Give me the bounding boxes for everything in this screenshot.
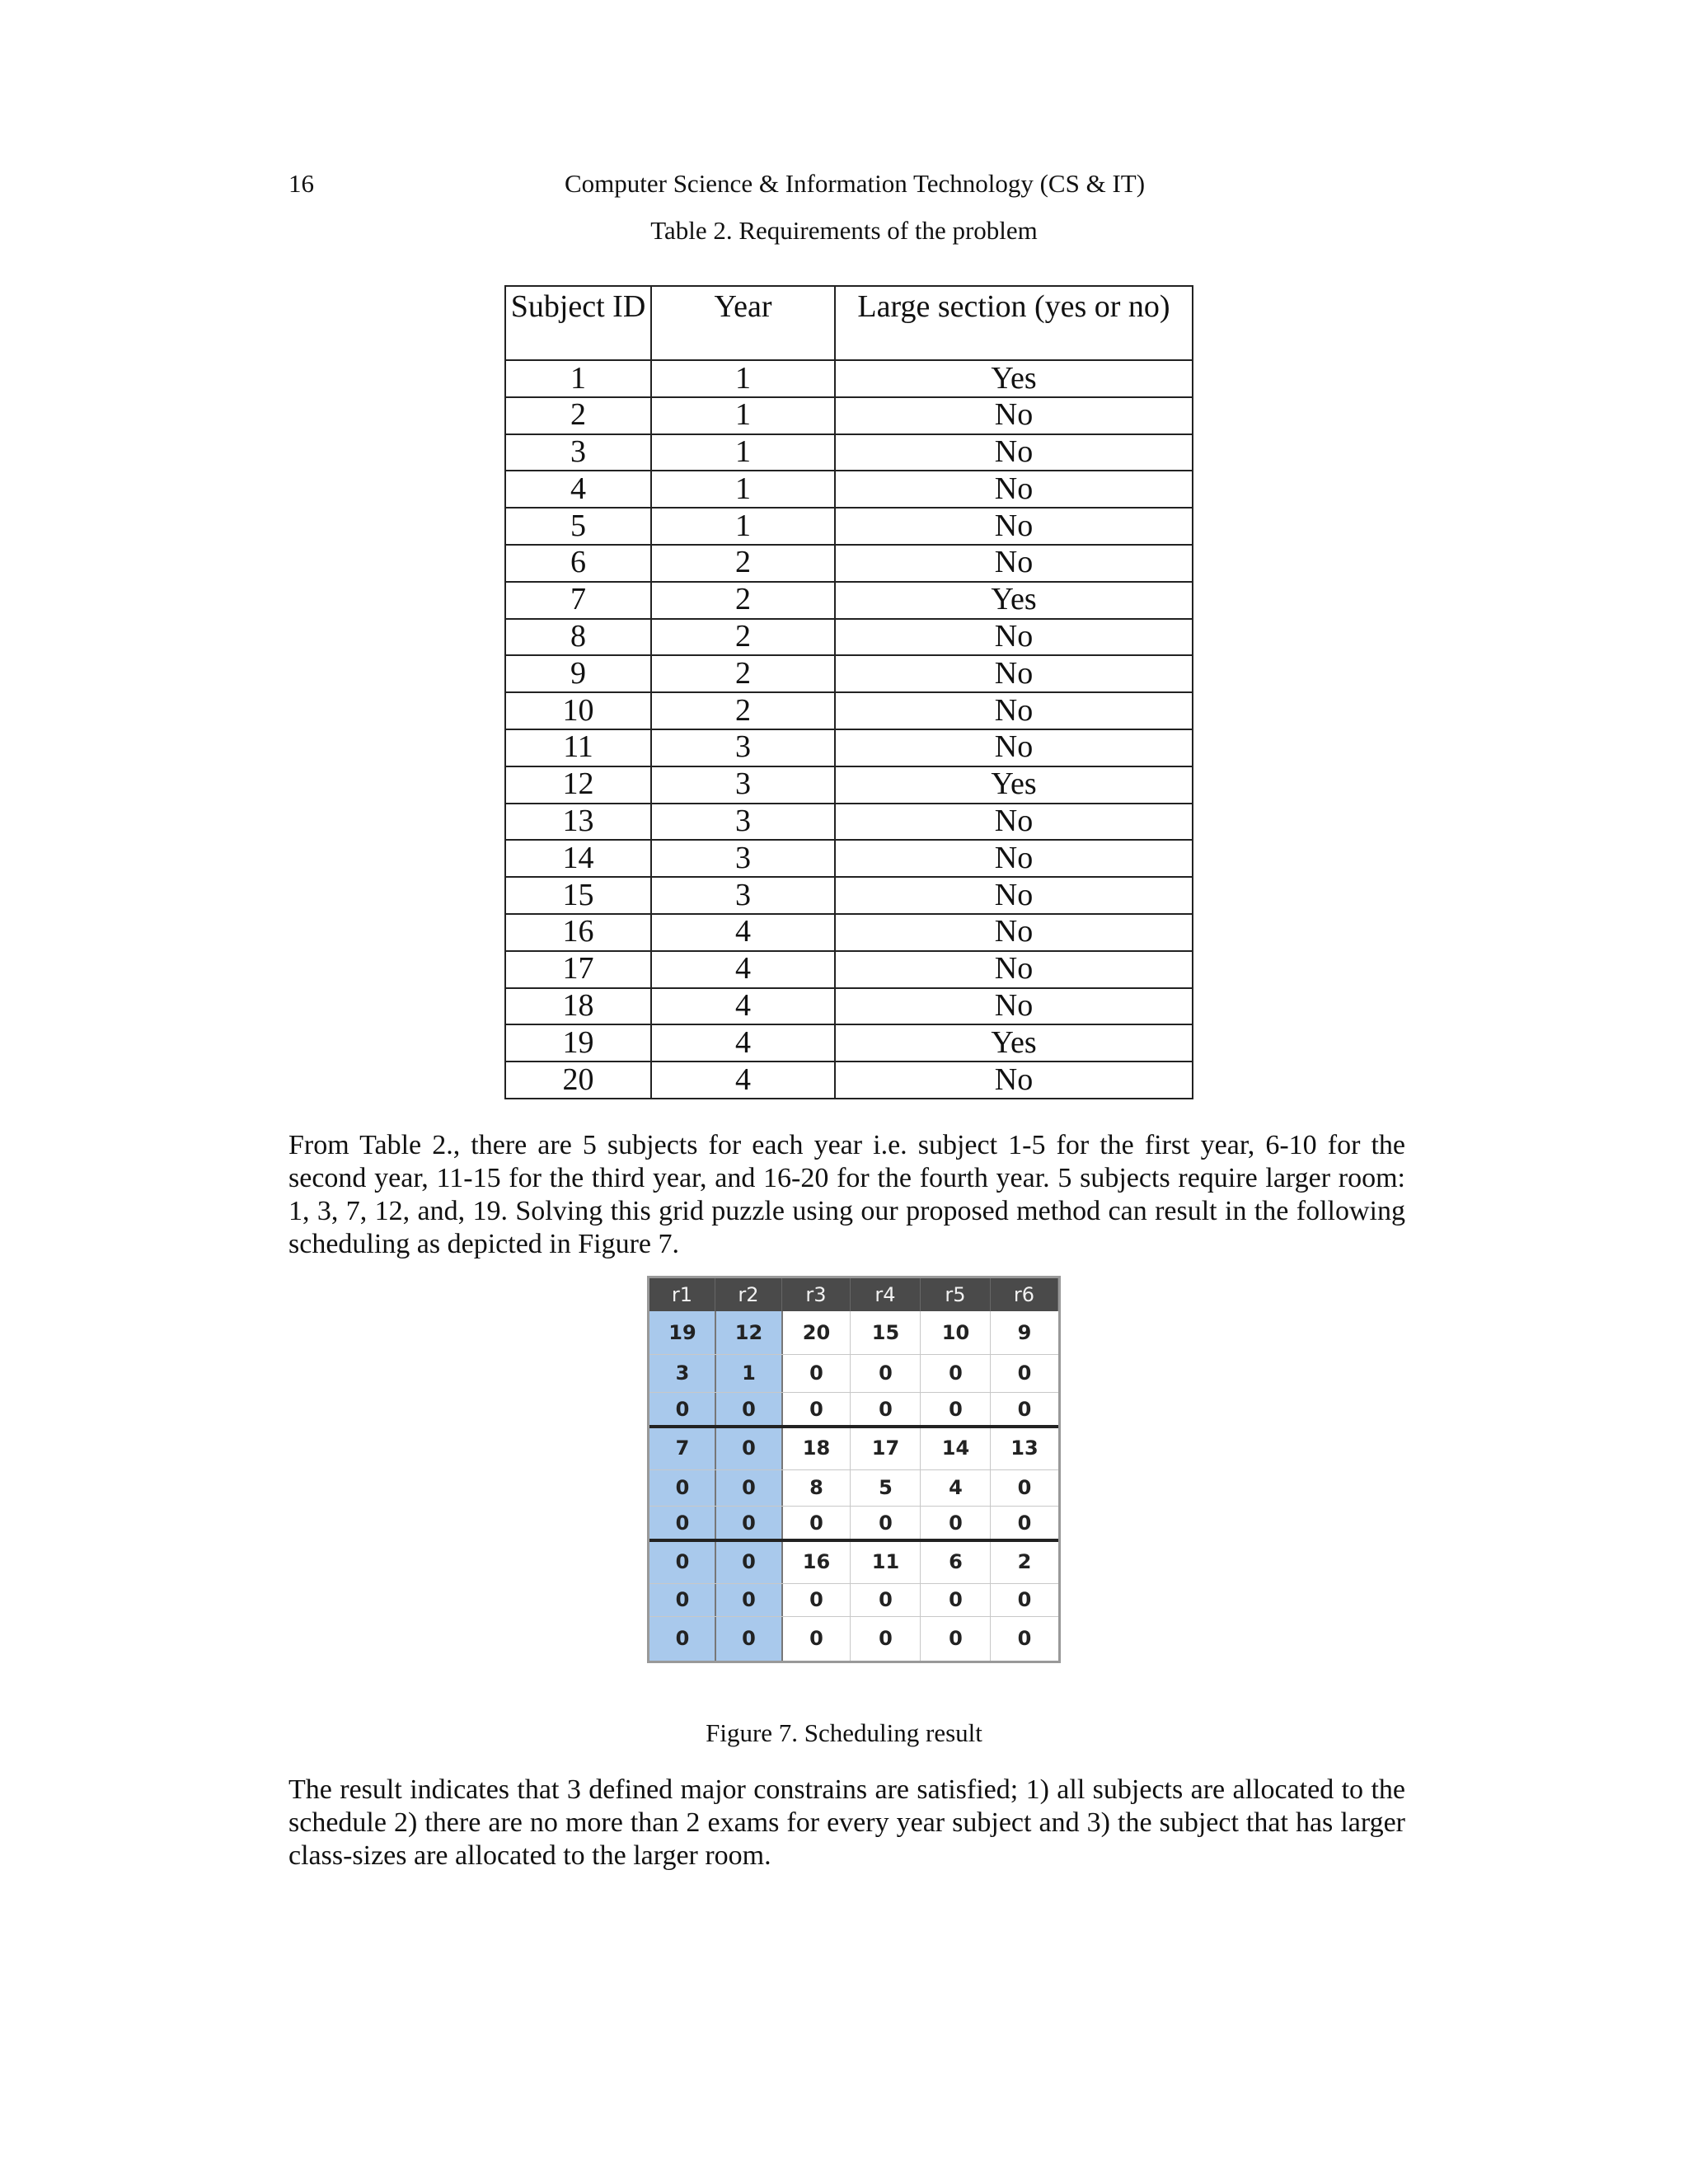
room-header-r2: r2 bbox=[715, 1278, 782, 1311]
schedule-cell: 0 bbox=[742, 1436, 756, 1460]
schedule-cell: 0 bbox=[1017, 1361, 1032, 1385]
subject-id-cell: 17 bbox=[505, 951, 651, 988]
large-section-cell: No bbox=[835, 914, 1193, 951]
schedule-cell: 0 bbox=[1017, 1476, 1032, 1499]
schedule-cell: 0 bbox=[879, 1511, 893, 1535]
table-row bbox=[505, 545, 1193, 582]
large-section-cell: Yes bbox=[835, 1024, 1193, 1062]
table-row bbox=[505, 766, 1193, 804]
subject-id-cell: 15 bbox=[505, 877, 651, 914]
large-section-cell: No bbox=[835, 508, 1193, 545]
year-cell: 2 bbox=[651, 655, 835, 692]
schedule-cell: 7 bbox=[675, 1436, 690, 1460]
table-row bbox=[505, 471, 1193, 508]
body-paragraph: From Table 2., there are 5 subjects for each year i.e. subject 1-5 for the first year, 6-10 for the second year, 11-15 for the third year, and 16-20 for the fourth year. 5 subjects require larger room: 1, 3, 7, 12, and, 19. Solving this grid puzzle using our proposed method can result in the following scheduling as depicted in Figure 7. bbox=[288, 1130, 1405, 1259]
large-section-cell: No bbox=[835, 804, 1193, 841]
schedule-cell: 0 bbox=[809, 1511, 823, 1535]
large-section-cell: No bbox=[835, 619, 1193, 656]
room-header-r3: r3 bbox=[782, 1278, 851, 1311]
table-row bbox=[505, 914, 1193, 951]
schedule-cell: 8 bbox=[809, 1476, 823, 1499]
page-number: 16 bbox=[288, 169, 314, 198]
table-row bbox=[505, 508, 1193, 545]
requirements-table bbox=[504, 285, 1193, 1099]
table-header-row bbox=[505, 286, 1193, 360]
schedule-cell: 1 bbox=[742, 1361, 756, 1385]
page-header bbox=[288, 169, 1421, 210]
schedule-cell: 0 bbox=[949, 1627, 963, 1650]
schedule-cell: 16 bbox=[802, 1550, 831, 1573]
table-row bbox=[505, 840, 1193, 877]
table-row bbox=[505, 655, 1193, 692]
year-cell: 1 bbox=[651, 397, 835, 434]
room-header-r6: r6 bbox=[991, 1278, 1058, 1311]
schedule-cell: 0 bbox=[879, 1361, 893, 1385]
year-cell: 4 bbox=[651, 951, 835, 988]
large-section-cell: No bbox=[835, 729, 1193, 766]
subject-id-cell: 16 bbox=[505, 914, 651, 951]
table-row bbox=[505, 619, 1193, 656]
table-row bbox=[505, 988, 1193, 1025]
year-cell: 1 bbox=[651, 471, 835, 508]
year-cell: 2 bbox=[651, 545, 835, 582]
schedule-cell: 0 bbox=[742, 1588, 756, 1611]
subject-id-cell: 19 bbox=[505, 1024, 651, 1062]
year-cell: 2 bbox=[651, 582, 835, 619]
schedule-cell: 10 bbox=[941, 1321, 970, 1344]
large-section-cell: No bbox=[835, 397, 1193, 434]
schedule-cell: 0 bbox=[675, 1398, 690, 1421]
column-header-large-section: Large section (yes or no) bbox=[835, 286, 1193, 360]
schedule-cell: 0 bbox=[675, 1627, 690, 1650]
year-cell: 3 bbox=[651, 766, 835, 804]
large-section-cell: No bbox=[835, 471, 1193, 508]
year-cell: 3 bbox=[651, 840, 835, 877]
table-row bbox=[505, 397, 1193, 434]
year-cell: 4 bbox=[651, 1062, 835, 1099]
subject-id-cell: 2 bbox=[505, 397, 651, 434]
schedule-cell: 0 bbox=[949, 1398, 963, 1421]
year-cell: 4 bbox=[651, 914, 835, 951]
schedule-cell: 5 bbox=[879, 1476, 893, 1499]
subject-id-cell: 3 bbox=[505, 434, 651, 471]
table-row bbox=[505, 1062, 1193, 1099]
year-cell: 2 bbox=[651, 692, 835, 729]
figure-caption: Figure 7. Scheduling result bbox=[706, 1718, 982, 1747]
column-header-subject-id: Subject ID bbox=[505, 286, 651, 360]
subject-id-cell: 13 bbox=[505, 804, 651, 841]
year-cell: 3 bbox=[651, 877, 835, 914]
table-row bbox=[505, 582, 1193, 619]
schedule-cell: 14 bbox=[941, 1436, 970, 1460]
schedule-cell: 0 bbox=[879, 1588, 893, 1611]
room-header-row bbox=[649, 1278, 1058, 1311]
subject-id-cell: 12 bbox=[505, 766, 651, 804]
schedule-cell: 13 bbox=[1010, 1436, 1039, 1460]
schedule-cell: 6 bbox=[949, 1550, 963, 1573]
schedule-cell: 0 bbox=[879, 1627, 893, 1650]
large-section-cell: Yes bbox=[835, 360, 1193, 397]
table-caption: Table 2. Requirements of the problem bbox=[650, 216, 1038, 245]
year-cell: 4 bbox=[651, 988, 835, 1025]
year-cell: 2 bbox=[651, 619, 835, 656]
schedule-cell: 17 bbox=[871, 1436, 900, 1460]
table-row bbox=[505, 951, 1193, 988]
schedule-cell: 0 bbox=[1017, 1511, 1032, 1535]
schedule-cell: 0 bbox=[675, 1550, 690, 1573]
subject-id-cell: 20 bbox=[505, 1062, 651, 1099]
subject-id-cell: 1 bbox=[505, 360, 651, 397]
schedule-cell: 0 bbox=[675, 1476, 690, 1499]
schedule-cell: 0 bbox=[1017, 1627, 1032, 1650]
table-row bbox=[505, 729, 1193, 766]
large-section-cell: No bbox=[835, 988, 1193, 1025]
room-header-r4: r4 bbox=[851, 1278, 921, 1311]
subject-id-cell: 11 bbox=[505, 729, 651, 766]
large-section-cell: No bbox=[835, 1062, 1193, 1099]
schedule-cell: 0 bbox=[949, 1588, 963, 1611]
schedule-cell: 0 bbox=[809, 1398, 823, 1421]
schedule-cell: 0 bbox=[742, 1511, 756, 1535]
subject-id-cell: 6 bbox=[505, 545, 651, 582]
schedule-cell: 0 bbox=[742, 1627, 756, 1650]
room-header-r5: r5 bbox=[921, 1278, 991, 1311]
room-header-r1: r1 bbox=[649, 1278, 715, 1311]
schedule-cell: 19 bbox=[668, 1321, 696, 1344]
large-section-cell: No bbox=[835, 655, 1193, 692]
subject-id-cell: 18 bbox=[505, 988, 651, 1025]
conclusion-paragraph: The result indicates that 3 defined major constrains are satisfied; 1) all subjects are allocated to the schedule 2) there are no more than 2 exams for every year subject and 3) the subject that has larger class-sizes are allocated to the larger room. bbox=[288, 1774, 1405, 1871]
schedule-cell: 0 bbox=[742, 1398, 756, 1421]
schedule-cell: 20 bbox=[802, 1321, 831, 1344]
schedule-cell: 0 bbox=[742, 1476, 756, 1499]
schedule-cell: 0 bbox=[675, 1588, 690, 1611]
schedule-cell: 9 bbox=[1017, 1321, 1032, 1344]
schedule-cell: 0 bbox=[809, 1361, 823, 1385]
schedule-cell: 2 bbox=[1017, 1550, 1032, 1573]
large-section-cell: No bbox=[835, 434, 1193, 471]
large-section-cell: No bbox=[835, 840, 1193, 877]
schedule-cell: 12 bbox=[734, 1321, 763, 1344]
schedule-cell: 0 bbox=[949, 1361, 963, 1385]
table-row bbox=[505, 692, 1193, 729]
schedule-cell: 0 bbox=[1017, 1398, 1032, 1421]
schedule-cell: 3 bbox=[675, 1361, 690, 1385]
schedule-cell: 4 bbox=[949, 1476, 963, 1499]
schedule-cell: 11 bbox=[871, 1550, 900, 1573]
table-row bbox=[505, 360, 1193, 397]
schedule-cell: 0 bbox=[949, 1511, 963, 1535]
schedule-cell: 0 bbox=[1017, 1588, 1032, 1611]
schedule-cell: 0 bbox=[879, 1398, 893, 1421]
subject-id-cell: 14 bbox=[505, 840, 651, 877]
subject-id-cell: 5 bbox=[505, 508, 651, 545]
subject-id-cell: 9 bbox=[505, 655, 651, 692]
schedule-cell: 0 bbox=[809, 1588, 823, 1611]
table-row bbox=[505, 434, 1193, 471]
subject-id-cell: 7 bbox=[505, 582, 651, 619]
schedule-cell: 0 bbox=[675, 1511, 690, 1535]
year-cell: 4 bbox=[651, 1024, 835, 1062]
large-section-cell: Yes bbox=[835, 766, 1193, 804]
year-cell: 3 bbox=[651, 804, 835, 841]
schedule-cell: 0 bbox=[809, 1627, 823, 1650]
subject-id-cell: 10 bbox=[505, 692, 651, 729]
table-row bbox=[505, 804, 1193, 841]
scheduling-result-figure bbox=[647, 1276, 1061, 1663]
schedule-cell: 15 bbox=[871, 1321, 900, 1344]
year-cell: 1 bbox=[651, 360, 835, 397]
year-cell: 1 bbox=[651, 434, 835, 471]
running-head: Computer Science & Information Technology (CS & IT) bbox=[564, 169, 1146, 198]
large-section-cell: No bbox=[835, 951, 1193, 988]
large-section-cell: No bbox=[835, 545, 1193, 582]
large-section-cell: No bbox=[835, 877, 1193, 914]
large-section-cell: No bbox=[835, 692, 1193, 729]
schedule-cell: 0 bbox=[742, 1550, 756, 1573]
table-row bbox=[505, 1024, 1193, 1062]
table-row bbox=[505, 877, 1193, 914]
subject-id-cell: 8 bbox=[505, 619, 651, 656]
large-section-cell: Yes bbox=[835, 582, 1193, 619]
year-cell: 3 bbox=[651, 729, 835, 766]
year-cell: 1 bbox=[651, 508, 835, 545]
schedule-cell: 18 bbox=[802, 1436, 831, 1460]
column-header-year: Year bbox=[651, 286, 835, 360]
subject-id-cell: 4 bbox=[505, 471, 651, 508]
